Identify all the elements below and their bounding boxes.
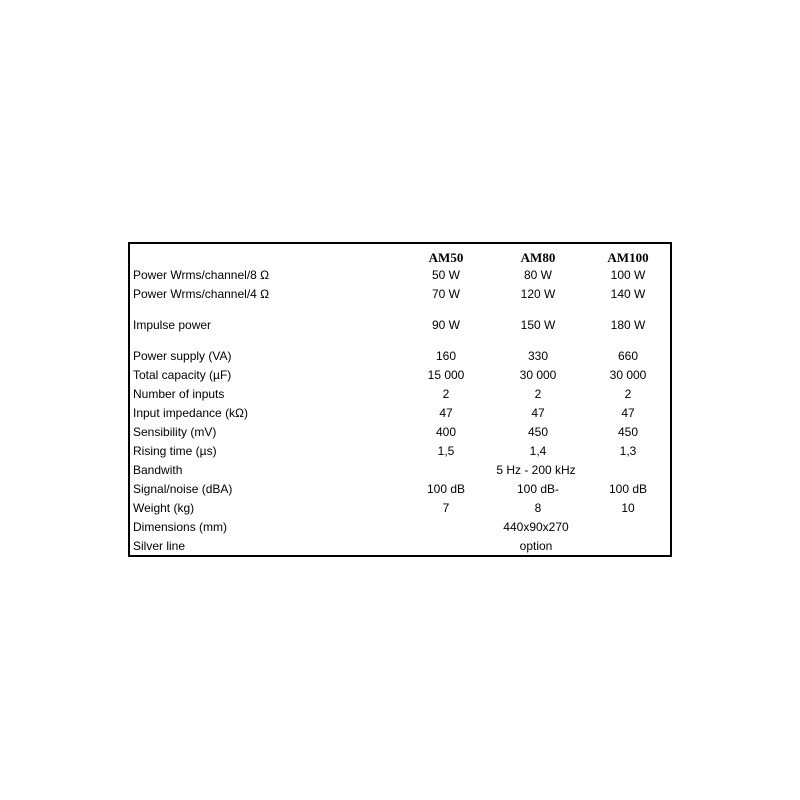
table-row bbox=[130, 499, 670, 518]
table-row bbox=[130, 285, 670, 304]
value-am50: 50 W bbox=[431, 268, 461, 282]
value-am80: 120 W bbox=[520, 287, 556, 301]
table-row bbox=[130, 423, 670, 442]
value-am50: 15 000 bbox=[427, 368, 465, 382]
value-am50: 70 W bbox=[431, 287, 461, 301]
value-am80: 330 bbox=[527, 349, 549, 363]
row-label: Signal/noise (dBA) bbox=[133, 482, 233, 496]
table-row bbox=[130, 266, 670, 285]
value-am50: 400 bbox=[435, 425, 457, 439]
table-row bbox=[130, 461, 670, 480]
value-all-models: 440x90x270 bbox=[503, 520, 569, 534]
value-am80: 30 000 bbox=[519, 368, 557, 382]
value-am100: 100 dB bbox=[608, 482, 648, 496]
model-header-am50: AM50 bbox=[428, 250, 464, 265]
model-header-am100: AM100 bbox=[607, 250, 649, 265]
value-am100: 2 bbox=[624, 387, 632, 401]
row-label: Rising time (µs) bbox=[133, 444, 217, 458]
row-label: Power Wrms/channel/8 Ω bbox=[133, 268, 270, 282]
row-label: Impulse power bbox=[133, 318, 212, 332]
table-row bbox=[130, 366, 670, 385]
table-row bbox=[130, 385, 670, 404]
value-am80: 150 W bbox=[520, 318, 556, 332]
value-am100: 450 bbox=[617, 425, 639, 439]
value-am80: 100 dB- bbox=[516, 482, 560, 496]
row-label: Sensibility (mV) bbox=[133, 425, 217, 439]
value-am80: 450 bbox=[527, 425, 549, 439]
table-row bbox=[130, 537, 670, 556]
table-row bbox=[130, 347, 670, 366]
table-header-row bbox=[130, 248, 670, 267]
value-am100: 180 W bbox=[610, 318, 646, 332]
value-am80: 8 bbox=[534, 501, 542, 515]
row-label: Number of inputs bbox=[133, 387, 225, 401]
table-row bbox=[130, 442, 670, 461]
value-am50: 2 bbox=[442, 387, 450, 401]
value-am100: 100 W bbox=[610, 268, 646, 282]
row-label: Input impedance (kΩ) bbox=[133, 406, 249, 420]
spec-table bbox=[128, 242, 672, 557]
value-am50: 90 W bbox=[431, 318, 461, 332]
value-am50: 7 bbox=[442, 501, 450, 515]
model-header-am80: AM80 bbox=[520, 250, 556, 265]
value-am100: 140 W bbox=[610, 287, 646, 301]
value-am80: 80 W bbox=[523, 268, 553, 282]
row-label: Power supply (VA) bbox=[133, 349, 232, 363]
table-row bbox=[130, 480, 670, 499]
table-row bbox=[130, 404, 670, 423]
value-am100: 30 000 bbox=[609, 368, 647, 382]
value-am50: 47 bbox=[439, 406, 453, 420]
value-am50: 1,5 bbox=[437, 444, 455, 458]
row-label: Total capacity (µF) bbox=[133, 368, 232, 382]
value-am80: 1,4 bbox=[529, 444, 547, 458]
value-am100: 47 bbox=[621, 406, 635, 420]
row-label: Power Wrms/channel/4 Ω bbox=[133, 287, 270, 301]
value-am50: 100 dB bbox=[426, 482, 466, 496]
row-label: Weight (kg) bbox=[133, 501, 195, 515]
value-am50: 160 bbox=[435, 349, 457, 363]
value-am100: 660 bbox=[617, 349, 639, 363]
value-am100: 10 bbox=[621, 501, 635, 515]
row-label: Silver line bbox=[133, 539, 186, 553]
row-label: Bandwith bbox=[133, 463, 183, 477]
table-row bbox=[130, 316, 670, 335]
value-am80: 47 bbox=[531, 406, 545, 420]
value-am80: 2 bbox=[534, 387, 542, 401]
row-label: Dimensions (mm) bbox=[133, 520, 228, 534]
value-all-models: 5 Hz - 200 kHz bbox=[496, 463, 576, 477]
table-row bbox=[130, 518, 670, 537]
value-am100: 1,3 bbox=[619, 444, 637, 458]
value-all-models: option bbox=[519, 539, 553, 553]
